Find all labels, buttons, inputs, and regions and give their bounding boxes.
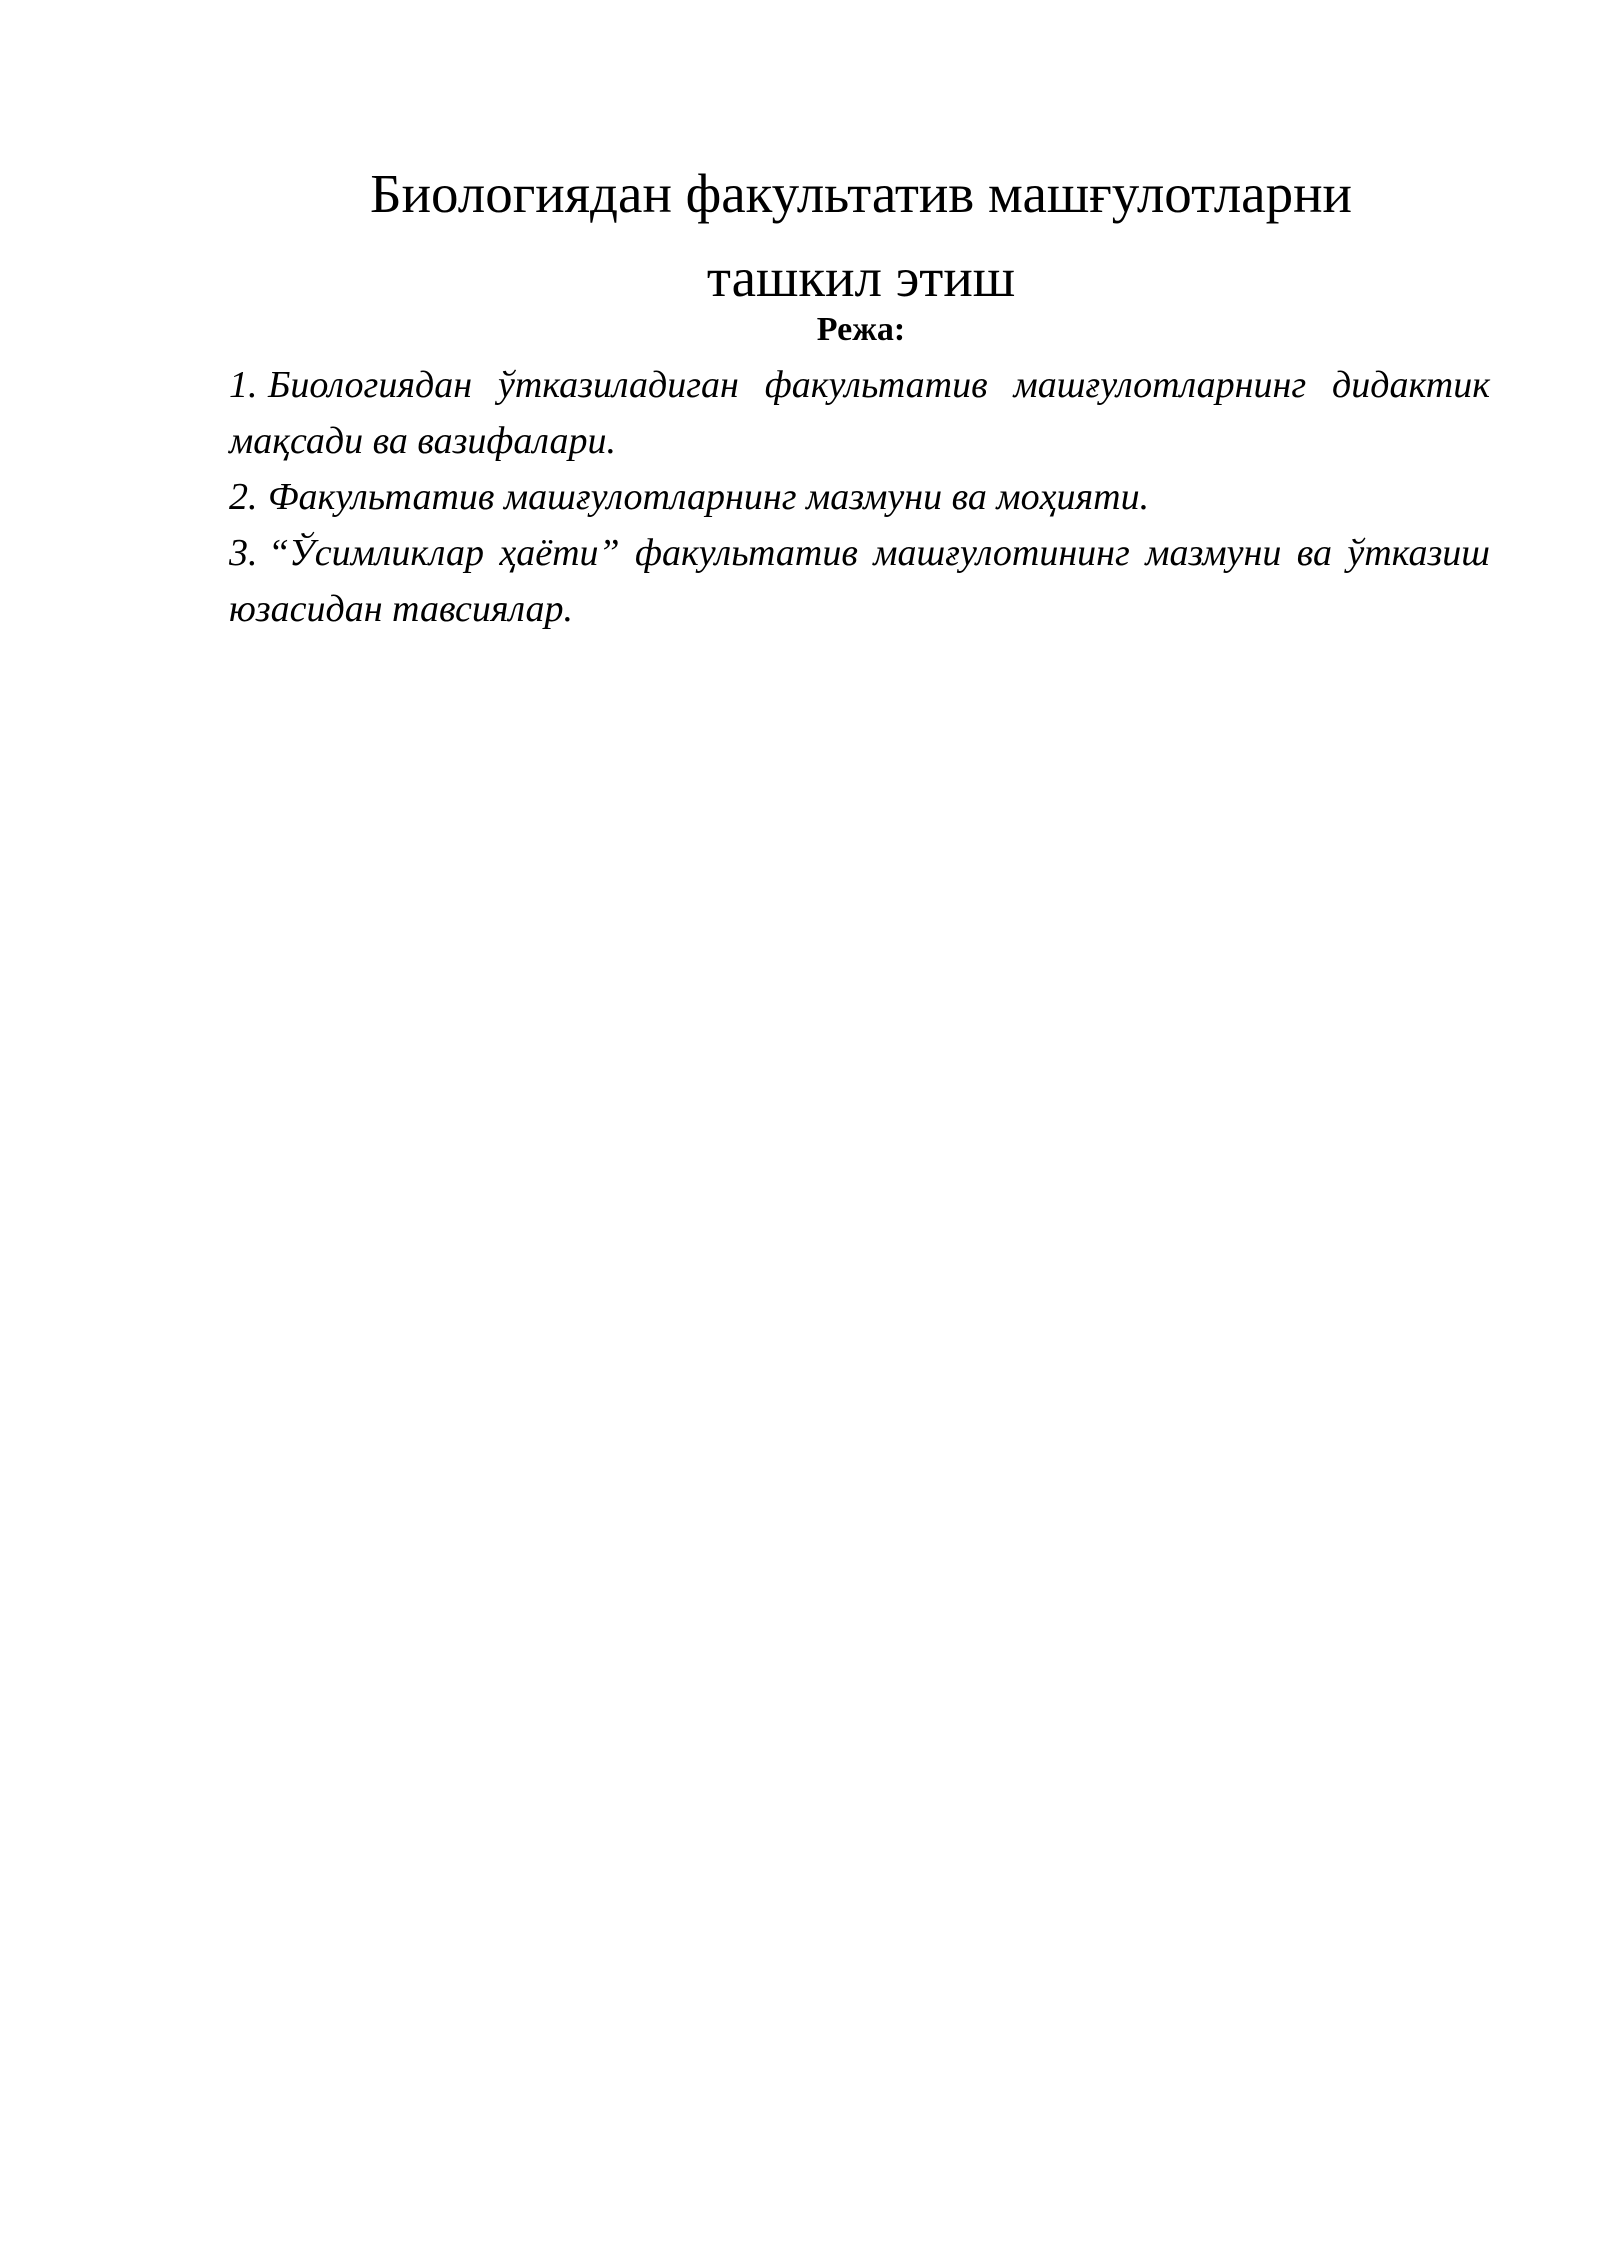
plan-item-3 — [229, 525, 1490, 637]
title-line-1: Биологиядан факультатив машғулотларни — [370, 163, 1352, 224]
plan-item-number: 3. — [229, 532, 258, 574]
document-title — [230, 152, 1492, 320]
plan-heading: Режа: — [816, 311, 906, 348]
title-line-2: ташкил этиш — [706, 247, 1016, 308]
plan-item-1 — [229, 357, 1490, 469]
plan-list — [229, 357, 1490, 637]
plan-item-text: “Ўсимликлар ҳаёти” факультатив машғулотининг мазмуни ва ўтказиш юзасидан тавсиялар. — [229, 532, 1490, 630]
plan-item-number: 1. — [229, 364, 258, 406]
plan-item-text: Биологиядан ўтказиладиган факультатив машғулотларнинг дидактик мақсади ва вазифалари. — [229, 364, 1490, 462]
plan-item-2 — [229, 469, 1490, 525]
plan-item-text: Факультатив машғулотларнинг мазмуни ва моҳияти. — [268, 476, 1150, 518]
plan-item-number: 2. — [229, 476, 258, 518]
